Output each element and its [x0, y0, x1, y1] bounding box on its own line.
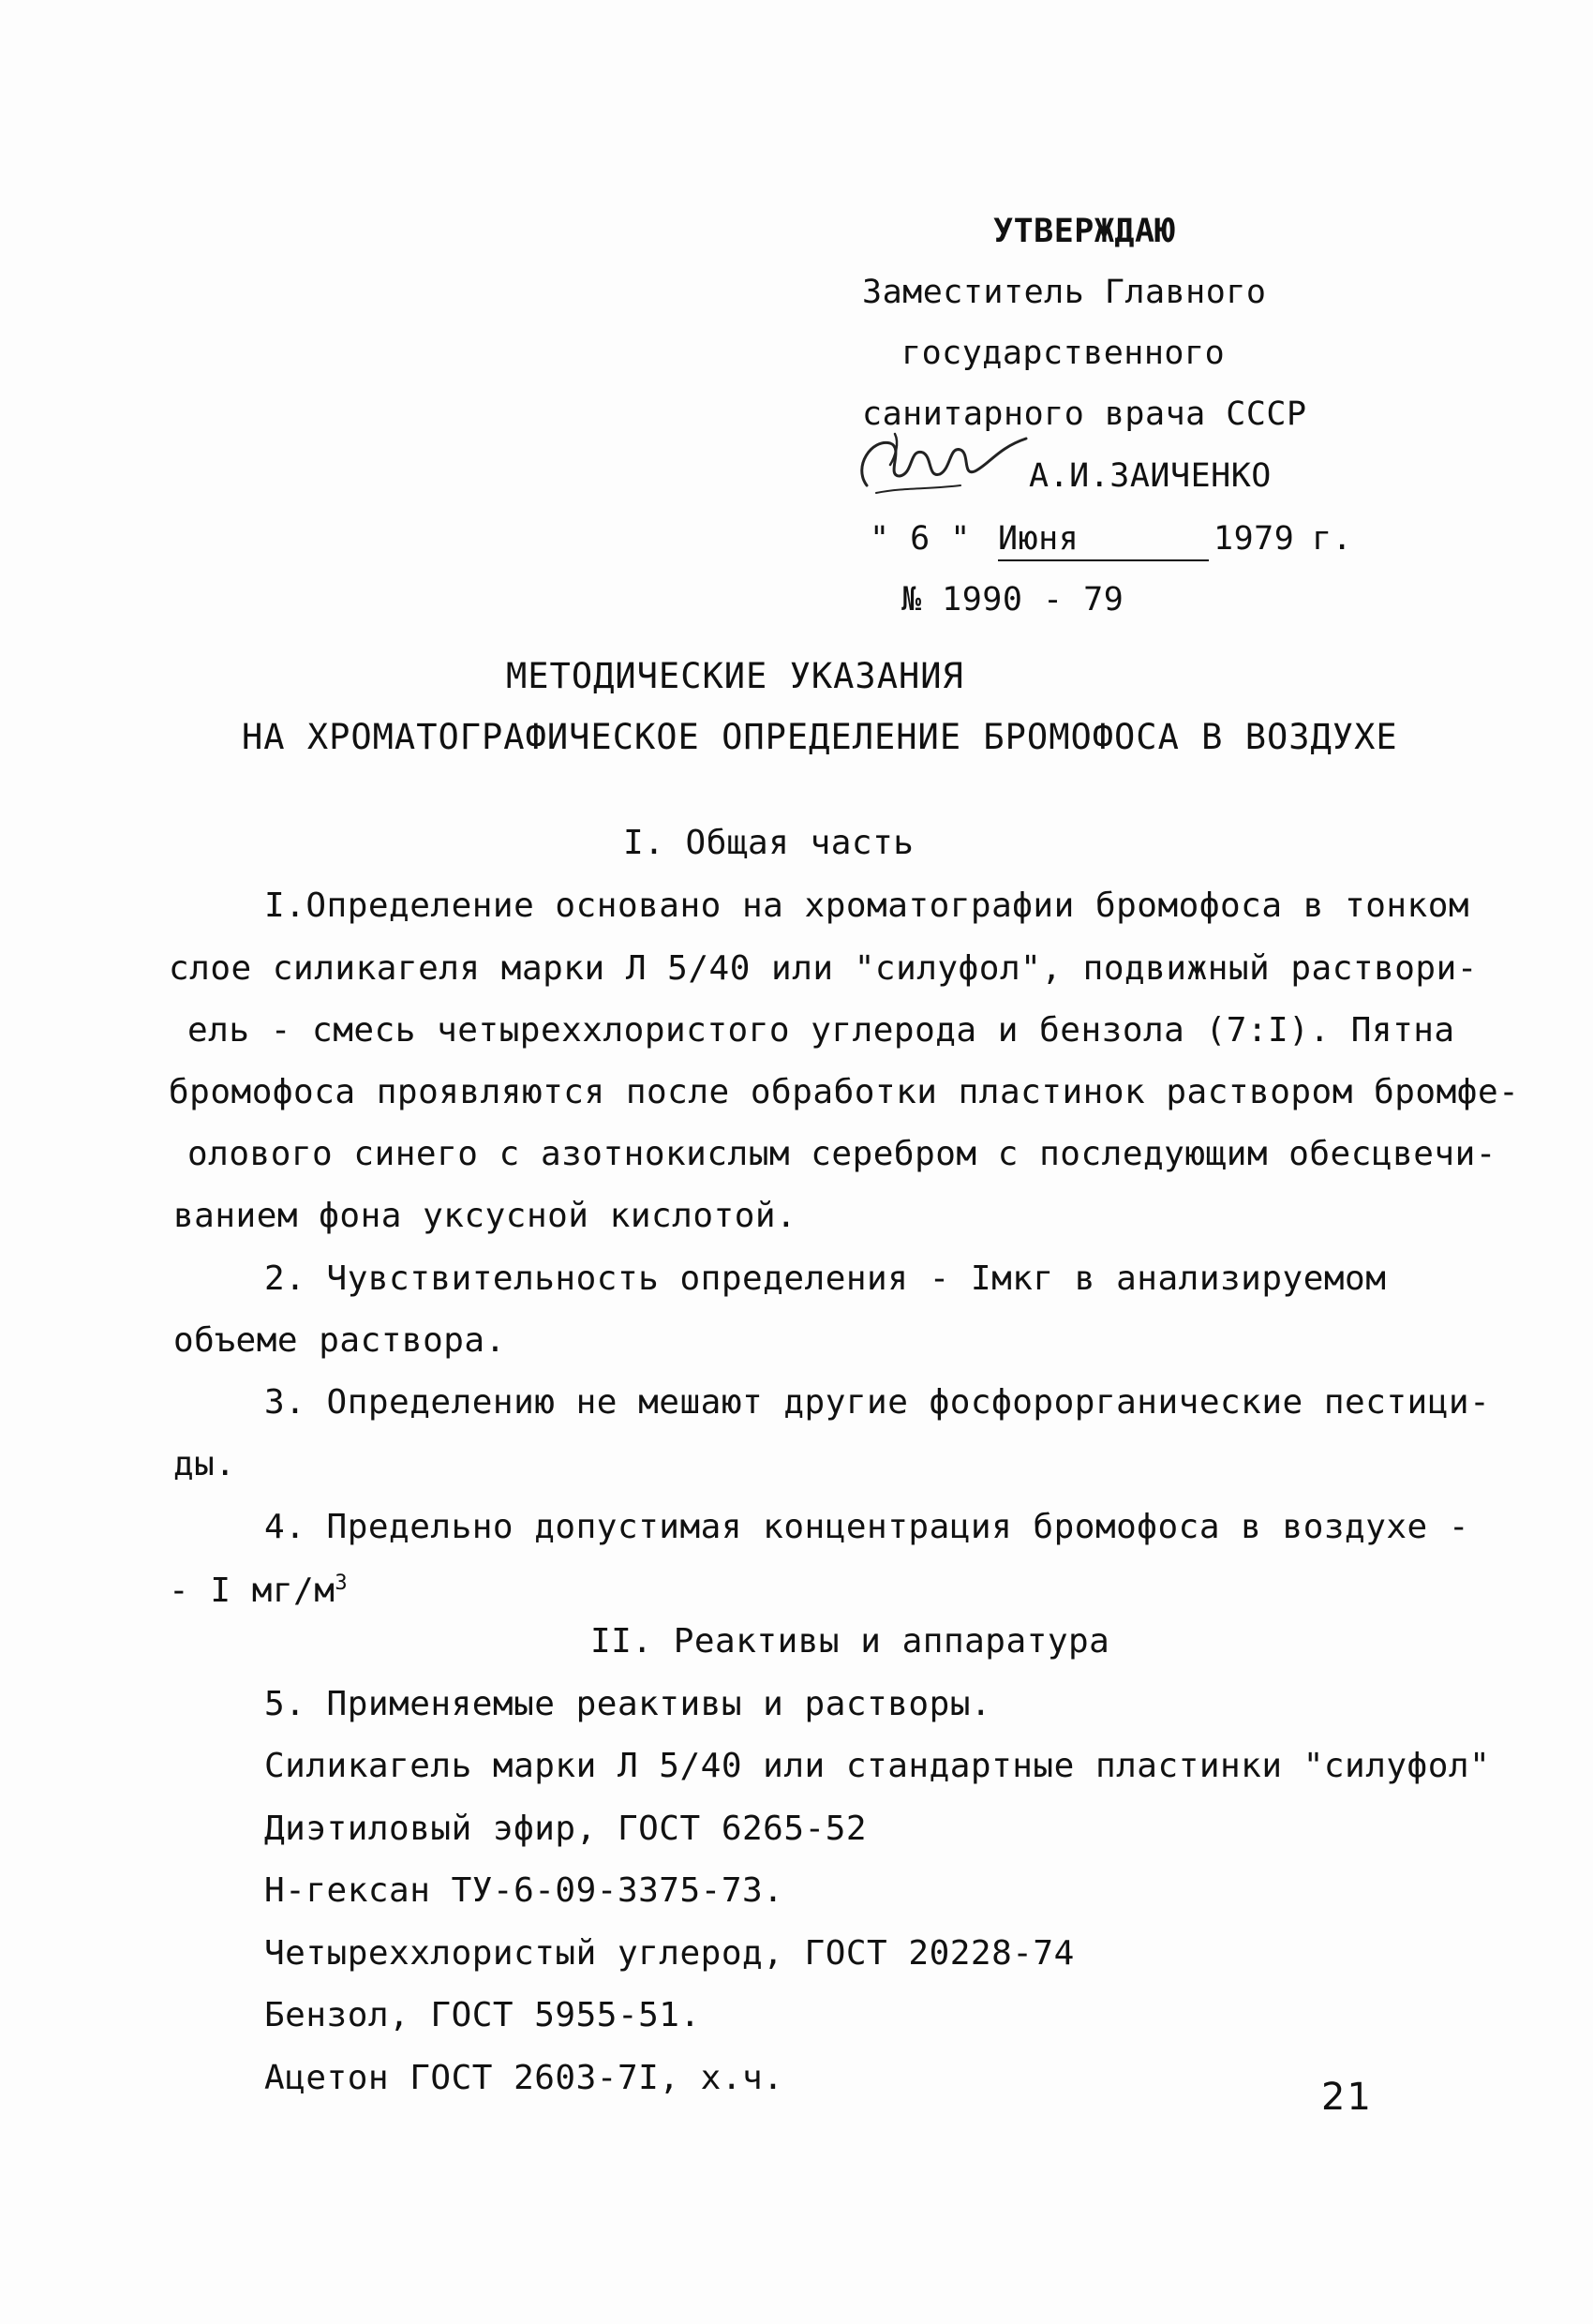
approval-line-2: государственного — [901, 335, 1226, 372]
approval-number: № 1990 - 79 — [901, 581, 1124, 618]
date-month-text: Июня — [998, 518, 1209, 561]
mac-unit-exponent: 3 — [335, 1572, 349, 1595]
list-item: Ацетон ГОСТ 2603-7I, х.ч. — [264, 2059, 784, 2097]
list-item: Силикагель марки Л 5/40 или стандартные пластинки "силуфол" — [264, 1747, 1491, 1785]
page-number: 21 — [1321, 2076, 1373, 2119]
title-line-2: НА ХРОМАТОГРАФИЧЕСКОЕ ОПРЕДЕЛЕНИЕ БРОМОФОСА В ВОЗДУХЕ — [242, 717, 1398, 757]
paragraph-line: слое силикагеля марки Л 5/40 или "силуфол", подвижный раствори- — [169, 949, 1478, 988]
approval-heading: УТВЕРЖДАЮ — [993, 213, 1176, 250]
list-item: Н-гексан ТУ-6-09-3375-73. — [264, 1871, 784, 1910]
section-2-heading: II. Реактивы и аппаратура — [590, 1622, 1110, 1661]
paragraph-line: ель - смесь четыреххлористого углерода и бензола (7:I). Пятна — [187, 1011, 1455, 1050]
paragraph-line: 4. Предельно допустимая концентрация бромофоса в воздухе - — [264, 1508, 1470, 1546]
date-suffix: г. — [1312, 520, 1353, 558]
paragraph-line: 3. Определению не мешают другие фосфорорганические пестици- — [264, 1383, 1491, 1422]
mac-value: - I мг/м — [169, 1572, 335, 1610]
approval-line-1: Заместитель Главного — [862, 274, 1267, 311]
handwritten-signature — [848, 420, 1035, 504]
title-line-1: МЕТОДИЧЕСКИЕ УКАЗАНИЯ — [506, 656, 964, 696]
date-month — [998, 518, 1209, 561]
date-year: 1979 — [1213, 520, 1295, 558]
paragraph-line: бромофоса проявляются после обработки пластинок раствором бромфе- — [169, 1073, 1520, 1111]
paragraph-line: объеме раствора. — [173, 1321, 506, 1360]
section-1-heading: I. Общая часть — [623, 824, 915, 862]
paragraph-line: олового синего с азотнокислым серебром с последующим обесцвечи- — [187, 1135, 1496, 1173]
list-item: Бензол, ГОСТ 5955-51. — [264, 1996, 701, 2034]
paragraph-line: ды. — [173, 1445, 236, 1483]
paragraph-line: I.Определение основано на хроматографии бромофоса в тонком — [264, 886, 1470, 925]
paragraph-line-mac — [169, 1563, 348, 1612]
paragraph-line: 2. Чувствительность определения - Iмкг в анализируемом — [264, 1259, 1387, 1298]
approval-line-3: санитарного врача СССР — [862, 395, 1307, 433]
approval-signer: А.И.ЗАИЧЕНКО — [1029, 457, 1272, 495]
date-day: " 6 " — [870, 520, 971, 558]
list-item: Четыреххлористый углерод, ГОСТ 20228-74 — [264, 1934, 1075, 1973]
paragraph-line: ванием фона уксусной кислотой. — [173, 1197, 797, 1235]
paragraph-5: 5. Применяемые реактивы и растворы. — [264, 1685, 992, 1723]
list-item: Диэтиловый эфир, ГОСТ 6265-52 — [264, 1810, 868, 1848]
